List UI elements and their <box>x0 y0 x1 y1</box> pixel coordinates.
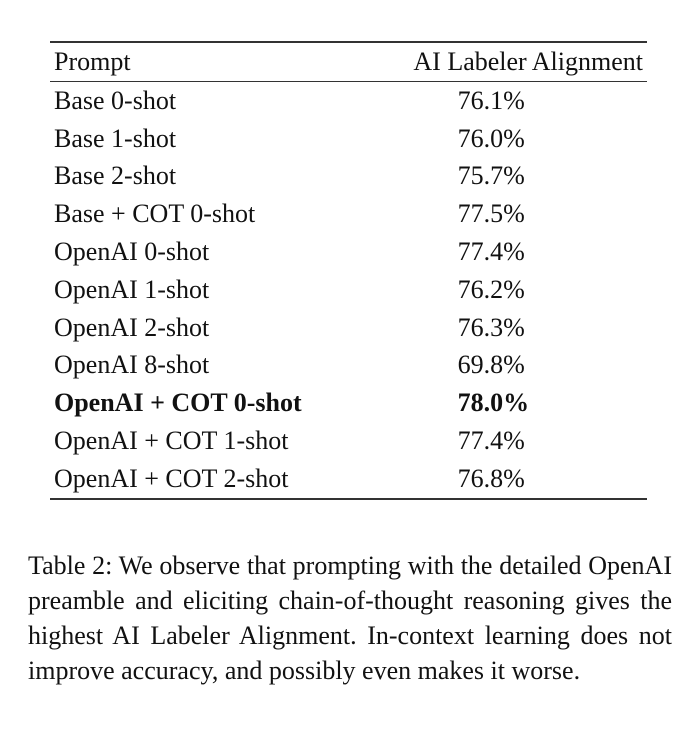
alignment-cell: 76.8% <box>457 463 525 493</box>
prompt-cell: OpenAI + COT 2-shot <box>54 463 289 493</box>
alignment-cell: 69.8% <box>457 350 525 380</box>
alignment-cell-best: 78.0% <box>457 388 530 418</box>
prompt-cell: Base + COT 0-shot <box>54 199 256 229</box>
alignment-cell: 76.0% <box>457 123 525 153</box>
alignment-cell: 77.4% <box>457 236 525 266</box>
prompt-cell: Base 0-shot <box>54 85 177 115</box>
header-ai-labeler-alignment: AI Labeler Alignment <box>413 47 643 76</box>
table-row <box>50 81 647 119</box>
table-row <box>50 120 647 158</box>
results-table <box>50 41 647 500</box>
alignment-cell: 76.3% <box>457 312 525 342</box>
prompt-cell: Base 2-shot <box>54 161 177 191</box>
table-row <box>50 460 647 499</box>
prompt-cell: OpenAI 8-shot <box>54 350 210 380</box>
prompt-cell: OpenAI + COT 1-shot <box>54 425 289 455</box>
prompt-cell: OpenAI 2-shot <box>54 312 210 342</box>
alignment-cell: 77.5% <box>457 199 525 229</box>
prompt-cell: Base 1-shot <box>54 123 177 153</box>
table-caption: Table 2: We observe that prompting with the detailed OpenAI preamble and eliciting chain-of-thought reasoning gives the highest AI Labeler Alignment. In-context learning does not improve accuracy, and possibly even makes it worse. <box>28 551 672 685</box>
results-table-container <box>50 41 647 500</box>
alignment-cell: 75.7% <box>457 161 525 191</box>
alignment-cell: 77.4% <box>457 425 525 455</box>
prompt-cell-best: OpenAI + COT 0-shot <box>54 388 302 418</box>
header-prompt: Prompt <box>54 47 131 76</box>
table-row-best <box>50 384 647 422</box>
alignment-cell: 76.1% <box>457 85 525 115</box>
table-row <box>50 422 647 460</box>
prompt-cell: OpenAI 0-shot <box>54 236 210 266</box>
table-row <box>50 271 647 309</box>
table-row <box>50 346 647 384</box>
alignment-cell: 76.2% <box>457 274 525 304</box>
table-row <box>50 233 647 271</box>
table-row <box>50 195 647 233</box>
table-header-row <box>50 42 647 81</box>
prompt-cell: OpenAI 1-shot <box>54 274 210 304</box>
table-row <box>50 309 647 347</box>
table-row <box>50 157 647 195</box>
